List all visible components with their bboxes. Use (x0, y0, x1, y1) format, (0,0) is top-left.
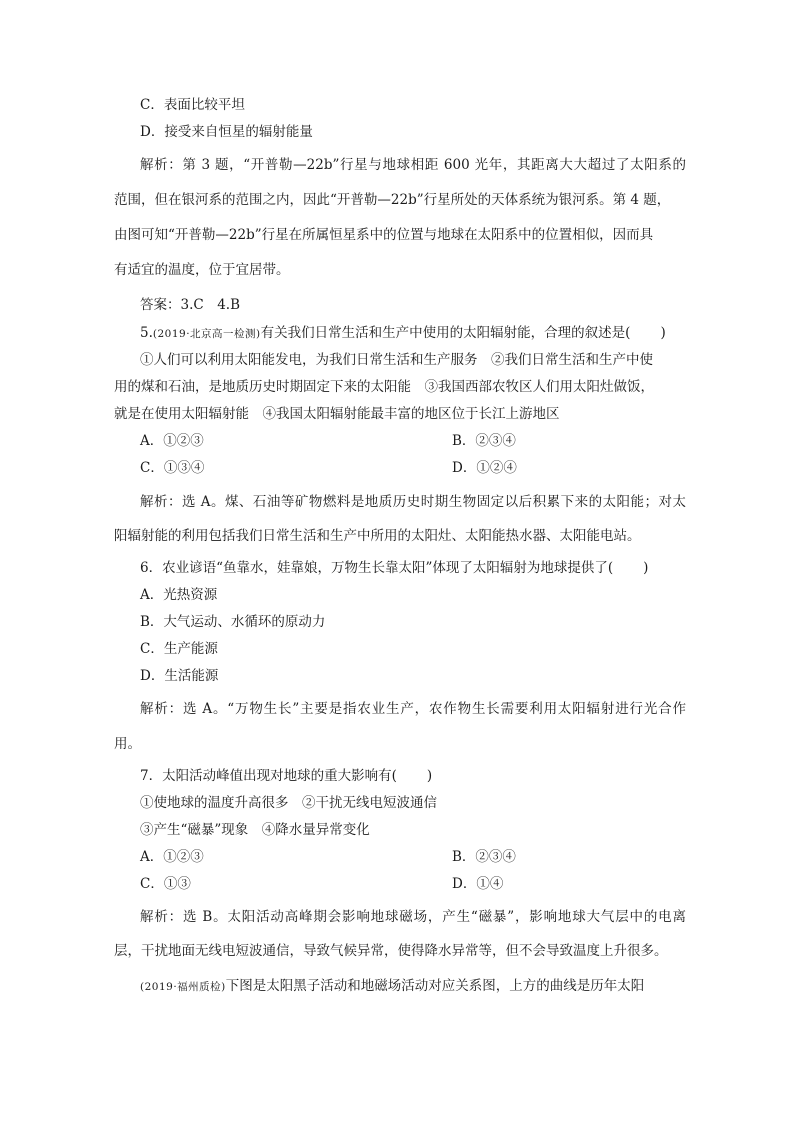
q5-number: 5. (140, 325, 153, 341)
q6-option-a: A．光热资源 (140, 587, 218, 603)
q6-stem-text: 6．农业谚语“鱼靠水，娃靠娘，万物生长靠太阳”体现了太阳辐射为地球提供了( (140, 560, 614, 576)
analysis-34-line2: 范围，但在银河系的范围之内，因此“开普勒—22b”行星所处的天体系统为银河系。第 4 题， (114, 192, 671, 208)
q5-stem-close: ) (660, 325, 666, 341)
q6-option-b: B．大气运动、水循环的原动力 (140, 614, 326, 630)
next-group-intro (140, 977, 644, 996)
intro-source: (2019·福州质检) (140, 981, 226, 993)
q5-option-b: B．②③④ (452, 433, 516, 449)
q7-option-d: D．①④ (452, 876, 504, 892)
q5-body-line3: 就是在使用太阳辐射能 ④我国太阳辐射能最丰富的地区位于长江上游地区 (114, 406, 560, 422)
q7-stem-text: 7．太阳活动峰值出现对地球的重大影响有( (140, 768, 397, 784)
q4-option-c: C．表面比较平坦 (140, 97, 245, 113)
q6-analysis-line1: 解析：选 A。“万物生长”主要是指农业生产，农作物生长需要利用太阳辐射进行光合作 (140, 701, 686, 717)
q5-source: (2019·北京高一检测) (152, 328, 261, 340)
q6-option-c: C．生产能源 (140, 641, 218, 657)
q5-analysis-line1: 解析：选 A。煤、石油等矿物燃料是地质历史时期生物固定以后积累下来的太阳能；对太 (140, 494, 686, 510)
q5-option-a: A．①②③ (140, 433, 204, 449)
q5-option-d: D．①②④ (452, 460, 517, 476)
q5-stem (140, 324, 666, 343)
q5-body-line1: ①人们可以利用太阳能发电，为我们日常生活和生产服务 ②我们日常生活和生产中使 (140, 352, 653, 368)
q7-option-b: B．②③④ (452, 849, 516, 865)
q6-stem (140, 559, 648, 577)
analysis-34-line1: 解析：第 3 题，“开普勒—22b”行星与地球相距 600 光年，其距离大大超过了太阳系的 (140, 157, 686, 173)
analysis-34-line4: 有适宜的温度，位于宜居带。 (114, 262, 290, 278)
q5-body-line2: 用的煤和石油，是地质历史时期固定下来的太阳能 ③我国西部农牧区人们用太阳灶做饭， (114, 379, 654, 395)
q5-analysis-line2: 阳辐射能的利用包括我们日常生活和生产中所用的太阳灶、太阳能热水器、太阳能电站。 (114, 528, 641, 544)
q7-stem-close: ) (426, 768, 433, 784)
q4-option-d: D．接受来自恒星的辐射能量 (140, 124, 313, 140)
q7-option-a: A．①②③ (140, 849, 204, 865)
intro-text: 下图是太阳黑子活动和地磁场活动对应关系图，上方的曲线是历年太阳 (225, 978, 645, 994)
q7-option-c: C．①③ (140, 876, 191, 892)
q5-stem-text: 有关我们日常生活和生产中使用的太阳辐射能，合理的叙述是( (260, 325, 631, 341)
q7-stem (140, 767, 432, 785)
q7-body-line2: ③产生“磁暴”现象 ④降水量异常变化 (140, 822, 370, 838)
q7-body-line1: ①使地球的温度升高很多 ②干扰无线电短波通信 (140, 795, 437, 811)
q5-option-c: C．①③④ (140, 460, 205, 476)
analysis-34-line3: 由图可知“开普勒—22b”行星在所属恒星系中的位置与地球在太阳系中的位置相似，因而具 (114, 227, 654, 243)
q7-analysis-line2: 层，干扰地面无线电短波通信，导致气候异常，使得降水异常等，但不会导致温度上升很多。 (114, 943, 668, 959)
q6-option-d: D．生活能源 (140, 668, 219, 684)
answer-34: 答案：3.C 4.B (140, 297, 241, 313)
q6-analysis-line2: 用。 (114, 736, 141, 752)
q7-analysis-line1: 解析：选 B。太阳活动高峰期会影响地球磁场，产生“磁暴”，影响地球大气层中的电离 (140, 909, 686, 925)
q6-stem-close: ) (643, 560, 649, 576)
